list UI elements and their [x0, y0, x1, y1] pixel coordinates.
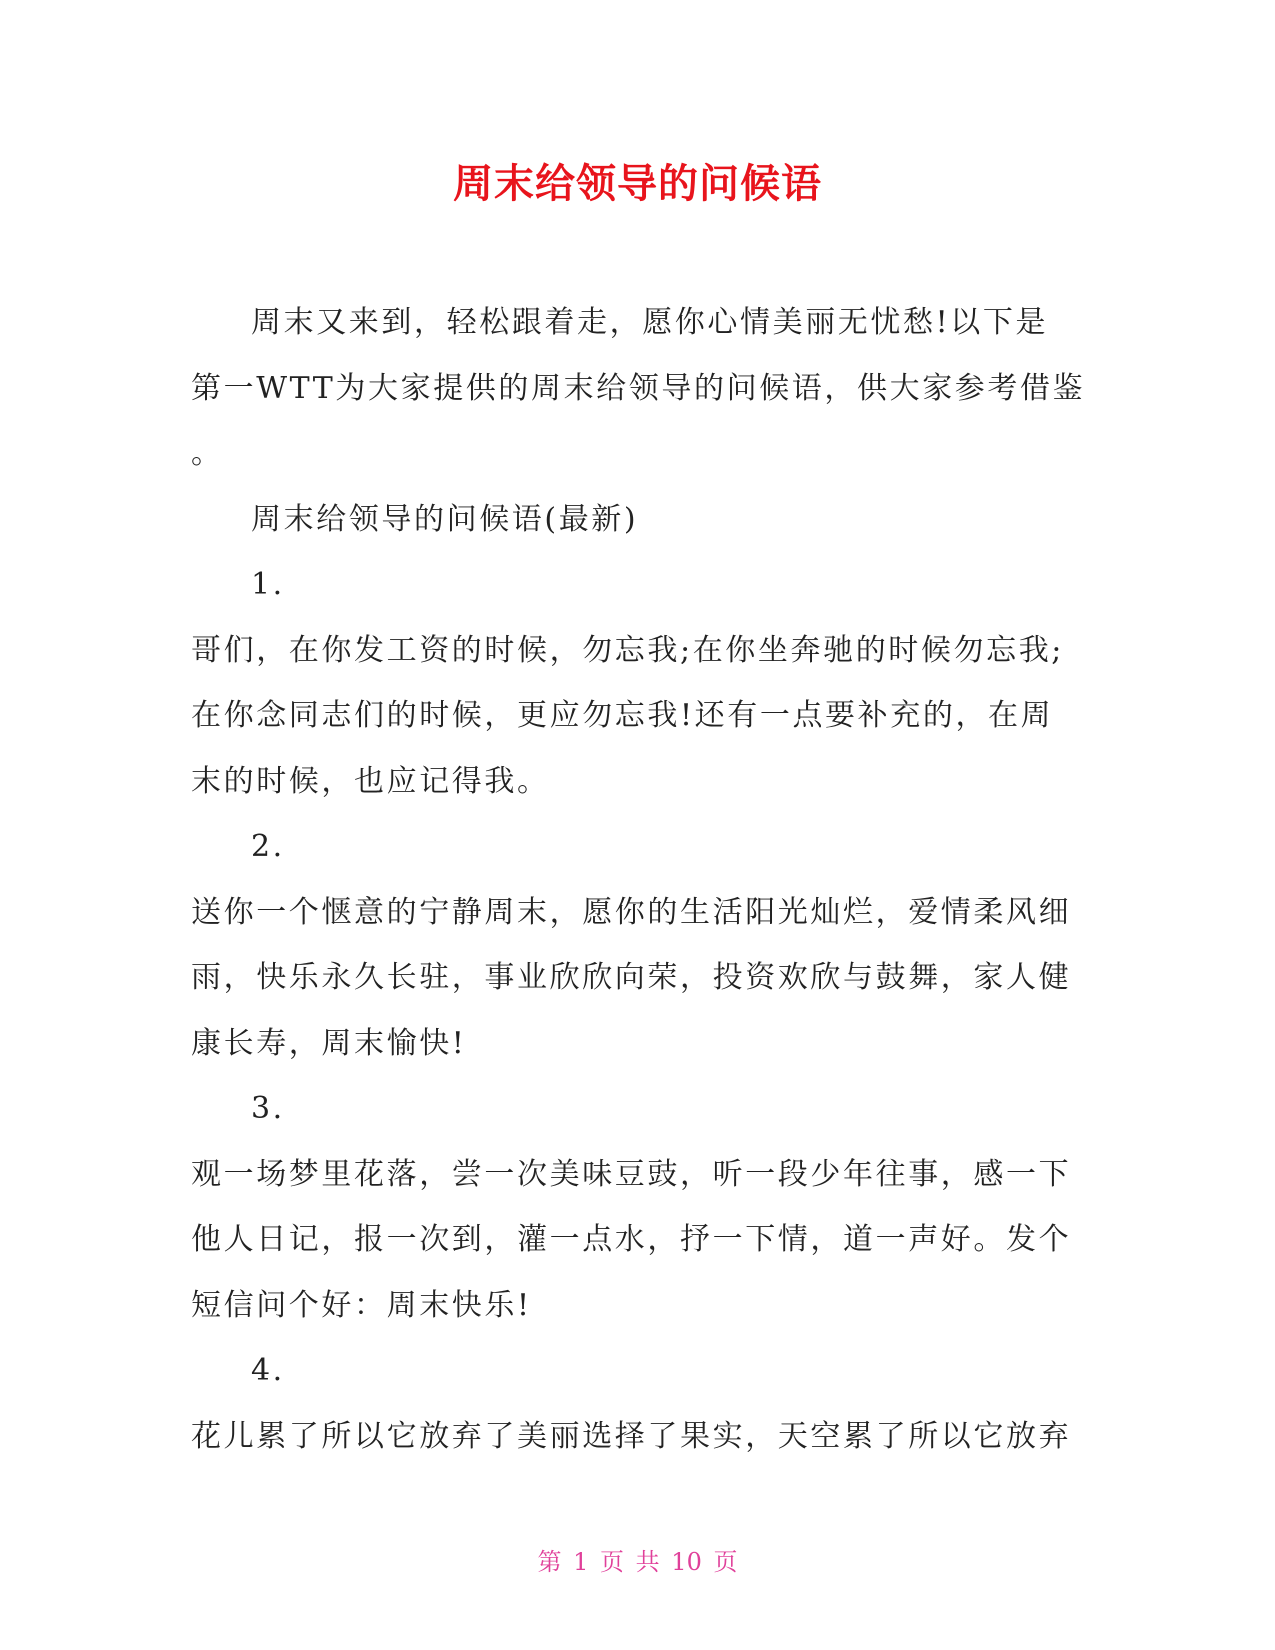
page-footer: 第 1 页 共 10 页 — [537, 1548, 738, 1576]
item-line: 花儿累了所以它放弃了美丽选择了果实，天空累了所以它放弃 — [191, 1418, 1072, 1454]
item-number: 2. — [251, 829, 285, 864]
item-line: 康长寿，周末愉快! — [191, 1025, 467, 1061]
item-number: 4. — [251, 1353, 285, 1388]
item-line: 送你一个惬意的宁静周末，愿你的生活阳光灿烂，爱情柔风细 — [191, 894, 1072, 930]
item-number: 1. — [251, 567, 285, 602]
item-line: 末的时候，也应记得我。 — [191, 763, 550, 799]
item-line: 观一场梦里花落，尝一次美味豆豉，听一段少年往事，感一下 — [191, 1156, 1072, 1192]
document-body — [191, 290, 1091, 1469]
intro-line-3: 。 — [191, 436, 224, 471]
item-number: 3. — [251, 1091, 285, 1126]
item-line: 短信问个好：周末快乐! — [191, 1287, 532, 1323]
section-heading: 周末给领导的问候语(最新) — [251, 501, 639, 537]
item-line: 哥们，在你发工资的时候，勿忘我;在你坐奔驰的时候勿忘我; — [191, 632, 1065, 668]
intro-line-2: 第一WTT为大家提供的周末给领导的问候语，供大家参考借鉴 — [191, 370, 1086, 406]
item-line: 他人日记，报一次到，灌一点水，抒一下情，道一声好。发个 — [191, 1222, 1072, 1257]
item-line: 雨，快乐永久长驻，事业欣欣向荣，投资欢欣与鼓舞，家人健 — [191, 960, 1072, 995]
item-line: 在你念同志们的时候，更应勿忘我!还有一点要补充的，在周 — [191, 698, 1054, 733]
document-title: 周末给领导的问候语 — [453, 161, 822, 207]
intro-line-1: 周末又来到，轻松跟着走，愿你心情美丽无忧愁!以下是 — [251, 305, 1049, 340]
